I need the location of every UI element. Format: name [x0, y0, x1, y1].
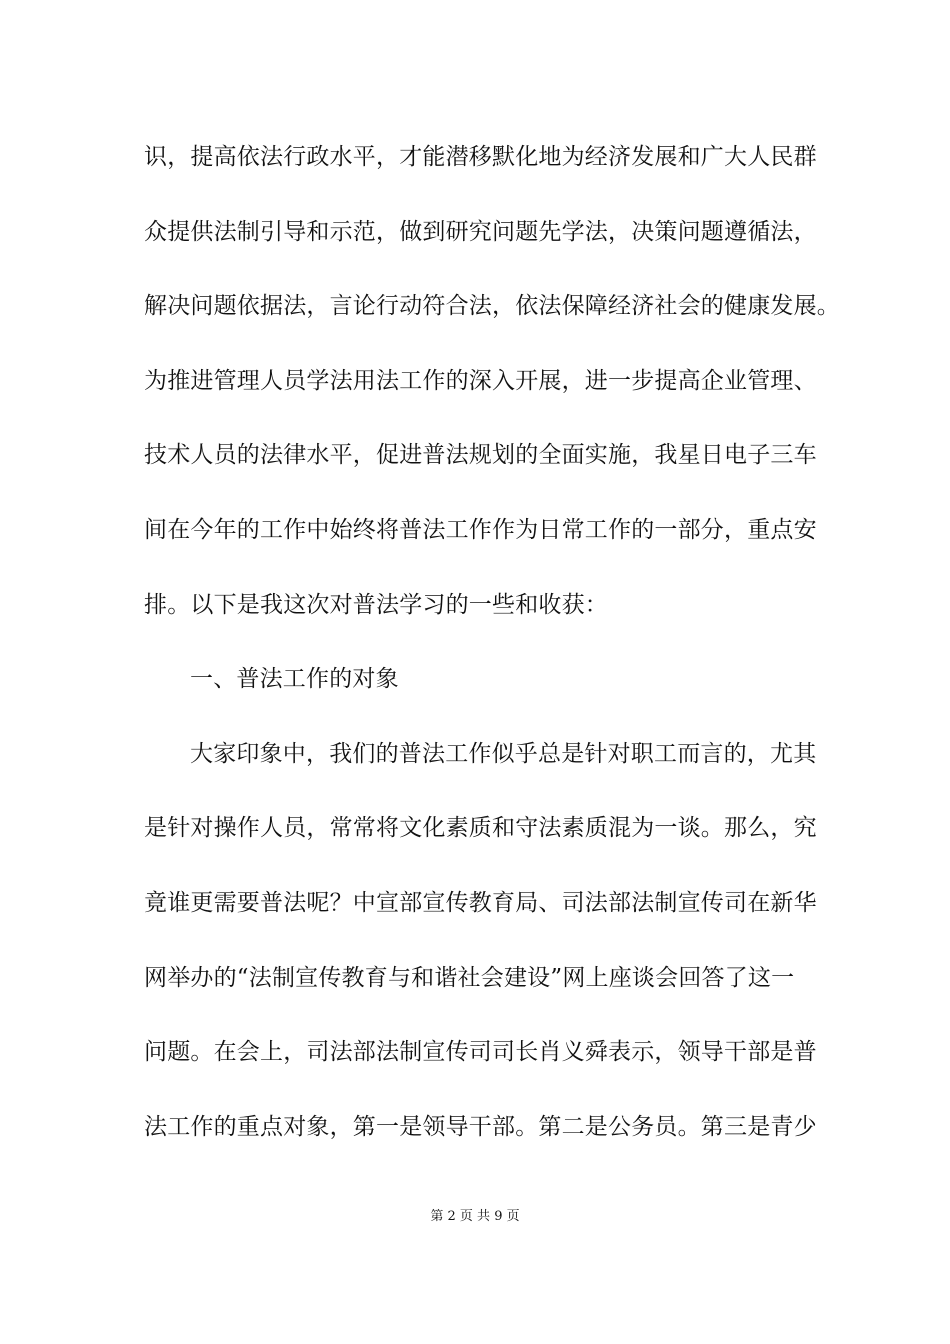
text-line: 间在今年的工作中始终将普法工作作为日常工作的一部分，重点安	[144, 516, 817, 543]
body-text	[144, 130, 840, 1174]
text-line: 技术人员的法律水平，促进普法规划的全面实施，我星日电子三车	[144, 442, 817, 469]
text-line: 是针对操作人员，常常将文化素质和守法素质混为一谈。那么，究	[144, 815, 817, 842]
text-line: 竟谁更需要普法呢？中宣部宣传教育局、司法部法制宣传司在新华	[144, 889, 817, 916]
paragraph-start-line: 大家印象中，我们的普法工作似乎总是针对职工而言的，尤其	[190, 740, 817, 767]
text-line: 众提供法制引导和示范，做到研究问题先学法，决策问题遵循法，	[144, 218, 817, 245]
text-line: 网举办的“法制宣传教育与和谐社会建设”网上座谈会回答了这一	[144, 964, 795, 991]
text-line: 识，提高依法行政水平，才能潜移默化地为经济发展和广大人民群	[144, 144, 817, 170]
text-line: 解决问题依据法，言论行动符合法，依法保障经济社会的健康发展。	[144, 293, 840, 320]
text-line: 为推进管理人员学法用法工作的深入开展，进一步提高企业管理、	[144, 367, 817, 394]
page-number-footer: 第 2 页 共 9 页	[430, 1209, 520, 1224]
text-line: 排。以下是我这次对普法学习的一些和收获：	[144, 591, 608, 618]
text-line: 法工作的重点对象，第一是领导干部。第二是公务员。第三是青少	[144, 1113, 817, 1140]
section-heading: 一、普法工作的对象	[190, 666, 399, 693]
text-line: 问题。在会上，司法部法制宣传司司长肖义舜表示，领导干部是普	[144, 1039, 817, 1066]
